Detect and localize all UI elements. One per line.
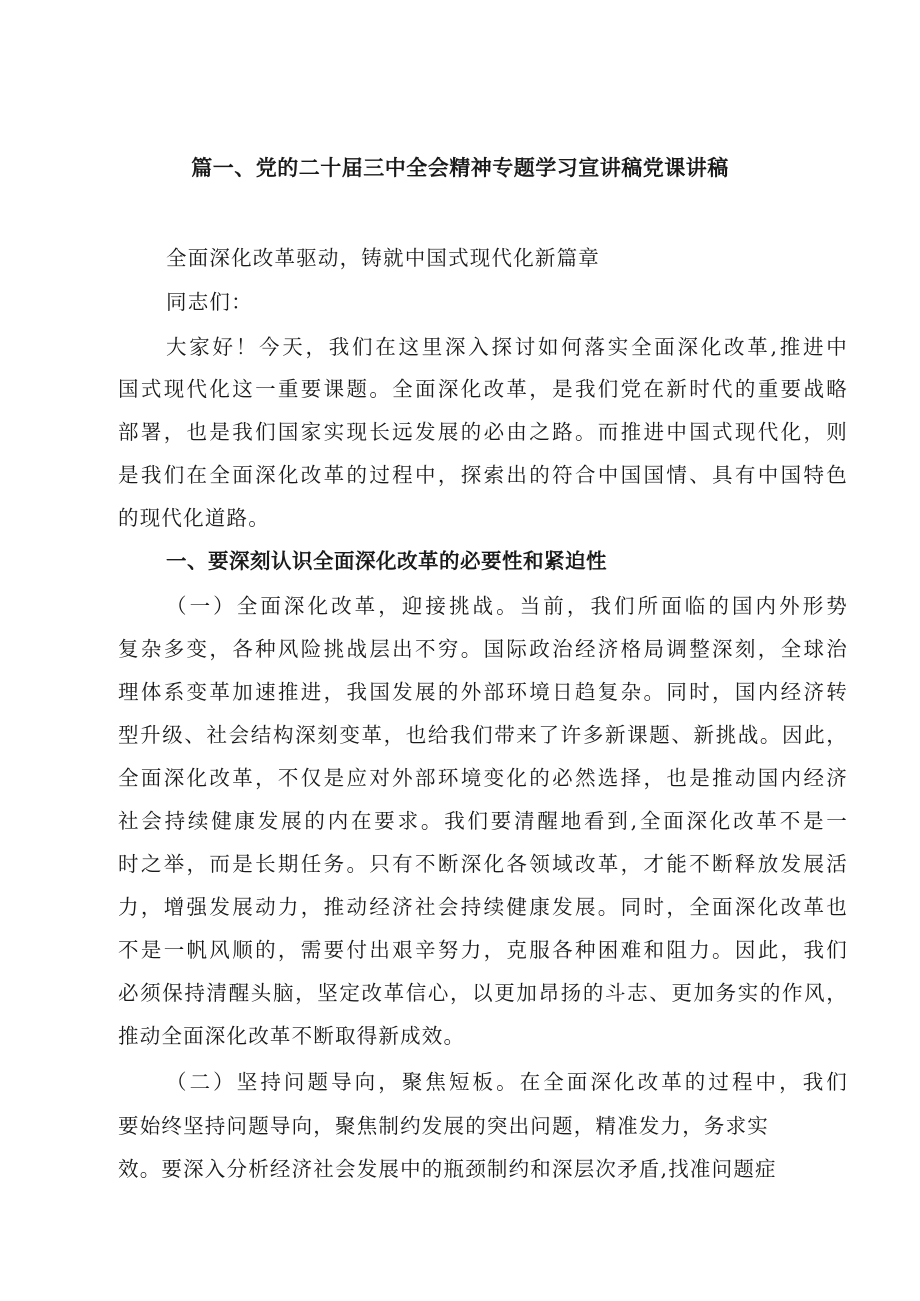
paragraph-line: 效。要深入分析经济社会发展中的瓶颈制约和深层次矛盾,找准问题症 — [118, 1157, 777, 1181]
paragraph-line: 复杂多变，各种风险挑战层出不穷。国际政治经济格局调整深刻，全球治 — [118, 637, 848, 661]
paragraph-line: 必须保持清醒头脑，坚定改革信心，以更加昂扬的斗志、更加务实的作风， — [118, 981, 848, 1005]
paragraph-line: 不是一帆风顺的，需要付出艰辛努力，克服各种困难和阻力。因此，我们 — [118, 938, 848, 962]
intro-line: 是我们在全面深化改革的过程中，探索出的符合中国国情、具有中国特色 — [118, 463, 848, 487]
section-heading: 一、要深刻认识全面深化改革的必要性和紧迫性 — [166, 549, 607, 573]
paragraph-line: 力，增强发展动力，推动经济社会持续健康发展。同时，全面深化改革也 — [118, 895, 848, 919]
paragraph-line: 要始终坚持问题导向，聚焦制约发展的突出问题，精准发力，务求实 — [118, 1114, 769, 1138]
intro-line: 的现代化道路。 — [118, 506, 270, 530]
paragraph-line: 全面深化改革，不仅是应对外部环境变化的必然选择，也是推动国内经济 — [118, 766, 848, 790]
paragraph-line: （一）全面深化改革，迎接挑战。当前，我们所面临的国内外形势 — [166, 594, 848, 618]
paragraph-line: 理体系变革加速推进，我国发展的外部环境日趋复杂。同时，国内经济转 — [118, 680, 848, 704]
salutation: 同志们： — [166, 290, 253, 314]
paragraph-line: 时之举，而是长期任务。只有不断深化各领域改革，才能不断释放发展活 — [118, 852, 848, 876]
document-title: 篇一、党的二十届三中全会精神专题学习宣讲稿党课讲稿 — [191, 156, 729, 180]
paragraph-line: 社会持续健康发展的内在要求。我们要清醒地看到,全面深化改革不是一 — [118, 809, 848, 833]
intro-line: 大家好！今天，我们在这里深入探讨如何落实全面深化改革,推进中 — [166, 335, 848, 359]
paragraph-line: （二）坚持问题导向，聚焦短板。在全面深化改革的过程中，我们 — [166, 1070, 848, 1094]
intro-line: 国式现代化这一重要课题。全面深化改革，是我们党在新时代的重要战略 — [118, 377, 848, 401]
paragraph-line: 型升级、社会结构深刻变革，也给我们带来了许多新课题、新挑战。因此， — [118, 723, 848, 747]
document-subtitle: 全面深化改革驱动，铸就中国式现代化新篇章 — [166, 246, 600, 270]
paragraph-line: 推动全面深化改革不断取得新成效。 — [118, 1024, 466, 1048]
intro-line: 部署，也是我们国家实现长远发展的必由之路。而推进中国式现代化，则 — [118, 420, 848, 444]
